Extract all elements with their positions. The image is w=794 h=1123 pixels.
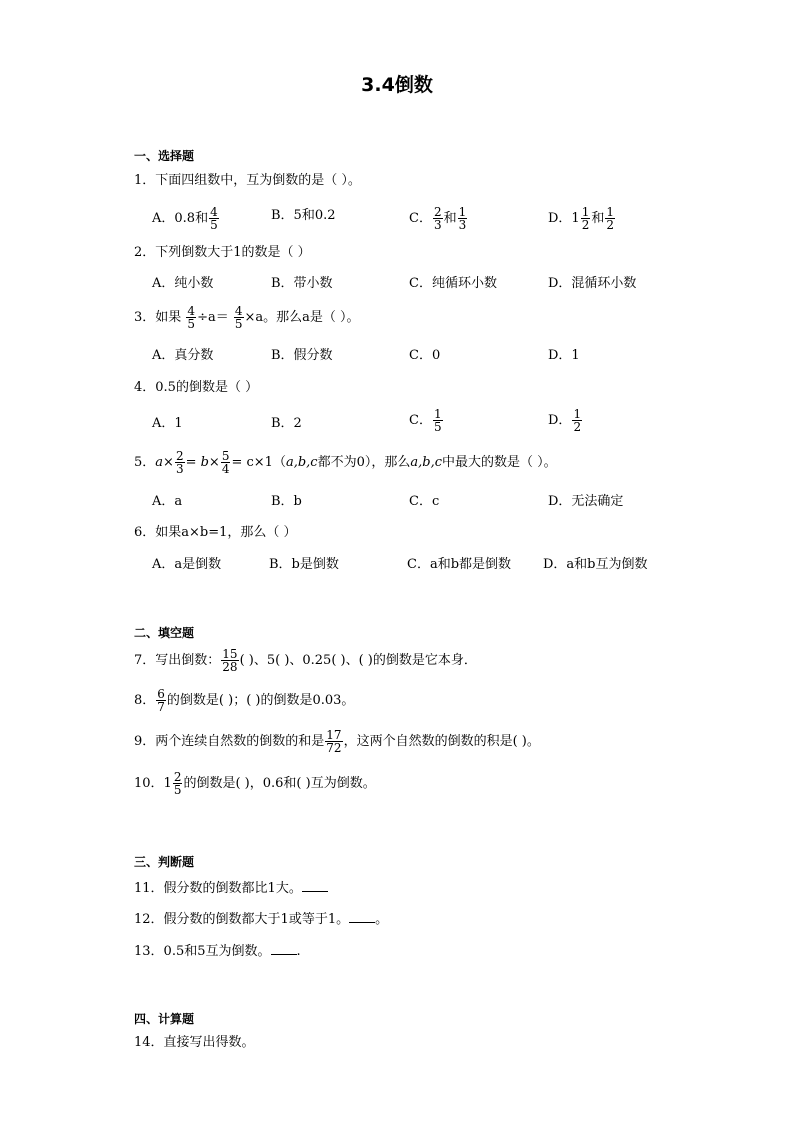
fraction: [186, 305, 196, 330]
fraction: [433, 408, 443, 433]
question-6-option-c: C．a和b都是倒数: [407, 557, 512, 572]
question-13: [134, 942, 301, 960]
denominator: 2: [573, 420, 582, 434]
stem-text: 9．两个连续自然数的倒数的和是: [134, 734, 325, 749]
option-text: D．: [548, 413, 572, 428]
numerator: 2: [175, 449, 184, 463]
question-3-stem: [134, 305, 360, 330]
denominator: 2: [606, 218, 614, 232]
section-heading-fill: 二、填空题: [134, 626, 195, 640]
denominator: 3: [433, 218, 442, 232]
option-text: D．1: [548, 211, 580, 226]
option-text: C．: [409, 211, 432, 226]
stem-text: 的倒数是( )；( )的倒数是0.03。: [166, 693, 355, 708]
fraction: [234, 305, 244, 330]
option-text: 和: [591, 211, 605, 226]
denominator: 3: [175, 462, 184, 476]
question-5-stem: [134, 450, 557, 475]
option-text: 和: [443, 211, 457, 226]
fraction: [175, 450, 185, 475]
question-2-option-d: D．混循环小数: [548, 276, 637, 291]
numerator: 1: [573, 407, 582, 421]
question-2-option-a: A．纯小数: [152, 276, 214, 291]
question-4-option-a: A．1: [152, 416, 183, 431]
numerator: 1: [581, 205, 590, 219]
stem-text: a×: [155, 455, 174, 470]
question-4-option-d: [548, 408, 583, 433]
fraction: [433, 206, 443, 231]
question-2-option-c: C．纯循环小数: [409, 276, 497, 291]
question-3-option-b: B．假分数: [271, 348, 333, 363]
stem-text: 都不为0），那么: [317, 455, 411, 470]
stem-text: = c×1（: [231, 455, 286, 470]
denominator: 28: [222, 660, 238, 674]
question-1-option-d: [548, 206, 616, 231]
question-3-option-a: A．真分数: [152, 348, 214, 363]
question-1-option-a: [152, 206, 220, 231]
fraction: [325, 729, 342, 754]
numerator: 1: [433, 407, 442, 421]
question-11: [134, 879, 328, 897]
denominator: 3: [458, 218, 467, 232]
fraction: [209, 206, 219, 231]
answer-blank[interactable]: [302, 879, 328, 892]
question-10: [134, 771, 376, 796]
numerator: 1: [606, 205, 614, 219]
stem-text: 8．: [134, 693, 156, 708]
question-7: [134, 648, 477, 673]
denominator: 5: [433, 420, 442, 434]
question-2-option-b: B．带小数: [271, 276, 333, 291]
fraction: [156, 688, 166, 713]
question-1-option-c: [409, 206, 468, 231]
numerator: 1: [458, 205, 467, 219]
question-6-stem: 6．如果a×b=1，那么（ ）: [134, 525, 297, 540]
question-6-option-b: B．b是倒数: [269, 557, 339, 572]
numerator: 6: [157, 687, 165, 701]
denominator: 5: [187, 317, 196, 331]
stem-text: 。: [375, 912, 389, 927]
stem-text: 的倒数是( )，0.6和( )互为倒数。: [183, 776, 376, 791]
question-6-option-d: D．a和b互为倒数: [543, 557, 648, 572]
section-heading-choice: 一、选择题: [134, 149, 195, 163]
question-5-option-c: C．c: [409, 494, 440, 509]
numerator: 15: [222, 647, 238, 661]
question-1-option-b: B．5和0.2: [271, 208, 336, 223]
question-5-option-d: D．无法确定: [548, 494, 624, 509]
question-6-option-a: A．a是倒数: [152, 557, 222, 572]
denominator: 72: [326, 741, 342, 755]
fraction: [173, 771, 183, 796]
numerator: 4: [187, 304, 196, 318]
answer-blank[interactable]: [271, 942, 297, 955]
stem-text: 中最大的数是（ ）。: [441, 455, 557, 470]
question-2-stem: 2．下列倒数大于1的数是（ ）: [134, 245, 311, 260]
stem-text: ( )、5( )、0.25( )、( )的倒数是它本身．: [239, 653, 477, 668]
question-5-option-b: B．b: [271, 494, 302, 509]
question-9: [134, 729, 540, 754]
numerator: 4: [210, 205, 218, 219]
stem-text: 3．如果: [134, 310, 182, 325]
stem-text: 10．1: [134, 776, 172, 791]
fraction: [221, 450, 231, 475]
stem-text: .: [296, 944, 301, 959]
denominator: 7: [157, 700, 165, 714]
stem-text: = b×: [185, 455, 220, 470]
denominator: 2: [581, 218, 590, 232]
stem-text: 13．0.5和5互为倒数。: [134, 944, 271, 959]
fraction: [221, 648, 238, 673]
option-text: A．0.8和: [152, 211, 209, 226]
numerator: 2: [433, 205, 442, 219]
question-4-option-b: B．2: [271, 416, 302, 431]
variables: a,b,c: [410, 455, 442, 470]
stem-text: ÷a＝: [197, 310, 229, 325]
denominator: 5: [210, 218, 218, 232]
stem-text: 11．假分数的倒数都比1大。: [134, 881, 302, 896]
numerator: 17: [326, 728, 342, 742]
section-heading-calc: 四、计算题: [134, 1012, 195, 1026]
section-heading-judge: 三、判断题: [134, 855, 195, 869]
numerator: 5: [221, 449, 230, 463]
question-14: 14．直接写出得数。: [134, 1035, 255, 1050]
question-12: [134, 910, 388, 928]
question-number: 5．: [134, 455, 156, 470]
stem-text: ×a。那么a是（ ）。: [244, 310, 360, 325]
option-text: C．: [409, 413, 432, 428]
fraction: [581, 206, 591, 231]
question-4-stem: 4．0.5的倒数是（ ）: [134, 380, 259, 395]
question-3-option-c: C．0: [409, 348, 441, 363]
page-title: 3.4倒数: [361, 74, 433, 96]
stem-text: ，这两个自然数的倒数的积是( )。: [343, 734, 540, 749]
question-5-option-a: A．a: [152, 494, 183, 509]
question-8: [134, 688, 354, 713]
numerator: 2: [173, 770, 182, 784]
question-1-stem: 1．下面四组数中，互为倒数的是（ ）。: [134, 173, 361, 188]
question-3-option-d: D．1: [548, 348, 580, 363]
numerator: 4: [234, 304, 243, 318]
answer-blank[interactable]: [349, 910, 375, 923]
fraction: [572, 408, 582, 433]
denominator: 5: [234, 317, 243, 331]
denominator: 5: [173, 783, 182, 797]
fraction: [605, 206, 615, 231]
variables: a,b,c: [285, 455, 318, 470]
fraction: [458, 206, 468, 231]
denominator: 4: [221, 462, 230, 476]
stem-text: 12．假分数的倒数都大于1或等于1。: [134, 912, 350, 927]
question-4-option-c: [409, 408, 444, 433]
stem-text: 7．写出倒数：: [134, 653, 221, 668]
